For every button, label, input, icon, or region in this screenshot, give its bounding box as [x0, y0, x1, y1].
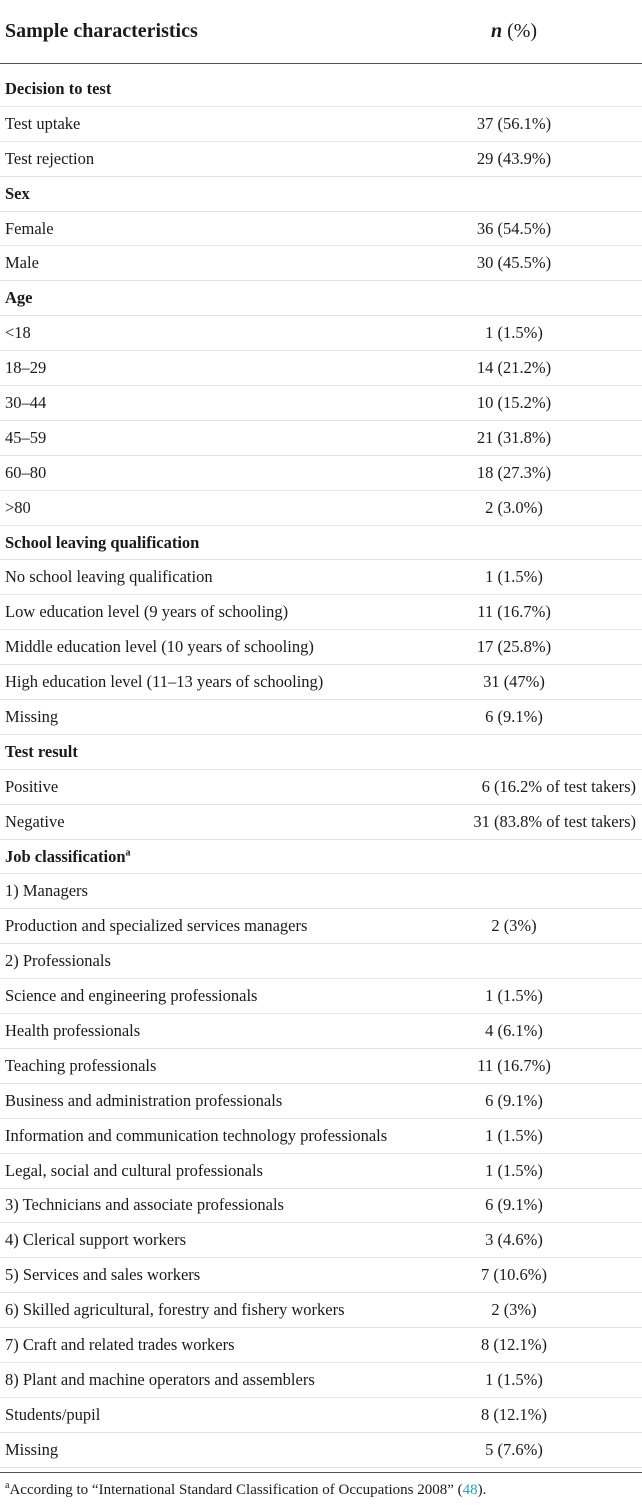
table-row — [0, 1014, 642, 1049]
table-row — [0, 1293, 642, 1328]
row-label: 2) Professionals — [5, 951, 111, 971]
row-label: 5) Services and sales workers — [5, 1265, 201, 1285]
section-header-row — [0, 735, 642, 770]
table-row — [0, 770, 642, 805]
row-value: 7 (10.6%) — [481, 1265, 547, 1285]
table-row — [0, 1398, 642, 1433]
row-value: 31 (47%) — [483, 672, 545, 692]
row-value: 1 (1.5%) — [485, 986, 543, 1006]
table-row — [0, 1084, 642, 1119]
table-row — [0, 944, 642, 979]
row-label: Health professionals — [5, 1020, 141, 1040]
row-value: 11 (16.7%) — [477, 1055, 551, 1075]
row-label: Teaching professionals — [5, 1055, 157, 1075]
row-value: 6 (16.2% of test takers) — [481, 776, 636, 796]
row-label: 18–29 — [5, 358, 47, 378]
row-value: 6 (9.1%) — [485, 1195, 543, 1215]
footnote-marker: a — [5, 1479, 10, 1491]
table-header — [0, 0, 642, 64]
section-header-row — [0, 840, 642, 875]
table-row — [0, 351, 642, 386]
section-header-row — [0, 526, 642, 561]
table-row — [0, 595, 642, 630]
row-label: 8) Plant and machine operators and assemblers — [5, 1369, 315, 1389]
row-label: Missing — [5, 706, 59, 726]
table-row — [0, 1258, 642, 1293]
row-value: 11 (16.7%) — [477, 602, 551, 622]
table-row — [0, 1049, 642, 1084]
row-value: 6 (9.1%) — [485, 1090, 543, 1110]
footnote-tail: ). — [477, 1481, 487, 1498]
row-value: 17 (25.8%) — [476, 637, 552, 657]
table-footnote — [0, 1473, 642, 1499]
row-label: Production and specialized services managers — [5, 916, 308, 936]
row-value: 2 (3%) — [491, 916, 537, 936]
footnote-reference-link[interactable]: 48 — [462, 1481, 478, 1498]
row-label: No school leaving qualification — [5, 567, 213, 587]
header-characteristics: Sample characteristics — [5, 20, 198, 42]
row-label: >80 — [5, 497, 31, 517]
row-value: 30 (45.5%) — [476, 253, 552, 273]
row-value: 1 (1.5%) — [485, 323, 543, 343]
footnote-text: According to “International Standard Classification of Occupations 2008” ( — [9, 1481, 463, 1498]
row-label: Middle education level (10 years of schooling) — [5, 637, 314, 657]
row-label: 30–44 — [5, 392, 47, 412]
row-value: 14 (21.2%) — [476, 358, 552, 378]
table-row — [0, 1189, 642, 1224]
table-row — [0, 1119, 642, 1154]
row-value: 1 (1.5%) — [485, 1160, 543, 1180]
row-value: 3 (4.6%) — [485, 1230, 543, 1250]
row-value: 2 (3.0%) — [485, 497, 543, 517]
table-row — [0, 700, 642, 735]
table-row — [0, 665, 642, 700]
table-row — [0, 316, 642, 351]
row-label: Male — [5, 253, 39, 273]
header-n-percent — [394, 20, 642, 43]
row-value: 1 (1.5%) — [485, 1369, 543, 1389]
row-label: Sex — [5, 183, 30, 203]
row-value: 37 (56.1%) — [476, 113, 552, 133]
section-header-row — [0, 72, 642, 107]
table-row — [0, 386, 642, 421]
table-row — [0, 1223, 642, 1258]
table-row — [0, 1433, 642, 1468]
row-label: 3) Technicians and associate professionals — [5, 1195, 284, 1215]
row-label: Test result — [5, 741, 78, 761]
row-value: 1 (1.5%) — [485, 1125, 543, 1145]
row-label: Negative — [5, 811, 65, 831]
row-value: 4 (6.1%) — [485, 1020, 543, 1040]
row-label: Test uptake — [5, 113, 81, 133]
table-row — [0, 421, 642, 456]
table-row — [0, 979, 642, 1014]
footnote-marker: a — [125, 847, 131, 859]
row-value: 18 (27.3%) — [476, 462, 552, 482]
table-row — [0, 805, 642, 840]
table-row — [0, 107, 642, 142]
table-row — [0, 560, 642, 595]
row-label: 4) Clerical support workers — [5, 1230, 186, 1250]
row-label: <18 — [5, 323, 31, 343]
row-label: Science and engineering professionals — [5, 986, 258, 1006]
row-value: 31 (83.8% of test takers) — [473, 811, 636, 831]
table-row — [0, 1363, 642, 1398]
row-label: 60–80 — [5, 462, 47, 482]
row-label: Decision to test — [5, 78, 112, 98]
row-value: 8 (12.1%) — [481, 1404, 547, 1424]
row-label: 45–59 — [5, 427, 47, 447]
row-label: Test rejection — [5, 148, 95, 168]
row-value: 10 (15.2%) — [476, 392, 552, 412]
table-row — [0, 630, 642, 665]
row-label: Students/pupil — [5, 1404, 101, 1424]
row-value: 6 (9.1%) — [485, 706, 543, 726]
table-body — [0, 64, 642, 1468]
row-value: 36 (54.5%) — [476, 218, 552, 238]
row-label: Positive — [5, 776, 59, 796]
row-value: 5 (7.6%) — [485, 1439, 543, 1459]
row-value: 1 (1.5%) — [485, 567, 543, 587]
row-label: Job classification$^a$ — [5, 846, 131, 866]
table-row — [0, 1328, 642, 1363]
row-label: 6) Skilled agricultural, forestry and fishery workers — [5, 1300, 345, 1320]
row-label: Business and administration professionals — [5, 1090, 283, 1110]
row-label: High education level (11–13 years of schooling) — [5, 672, 324, 692]
row-label: Legal, social and cultural professionals — [5, 1160, 263, 1180]
row-label: School leaving qualification — [5, 532, 200, 552]
section-header-row — [0, 281, 642, 316]
table-row — [0, 874, 642, 909]
row-value: 21 (31.8%) — [476, 427, 552, 447]
table-row — [0, 212, 642, 247]
row-label: 1) Managers — [5, 881, 88, 901]
row-label: Missing — [5, 1439, 59, 1459]
header-percent: (%) — [502, 20, 538, 42]
row-label: Female — [5, 218, 54, 238]
table-row — [0, 491, 642, 526]
header-n: n — [490, 20, 503, 42]
table-row — [0, 909, 642, 944]
table-row — [0, 456, 642, 491]
table-row — [0, 142, 642, 177]
row-value: 29 (43.9%) — [476, 148, 552, 168]
table-row — [0, 246, 642, 281]
row-label: Age — [5, 288, 33, 308]
row-value: 8 (12.1%) — [481, 1335, 547, 1354]
row-label: 7) Craft and related trades workers — [5, 1335, 235, 1354]
row-value: 2 (3%) — [491, 1300, 537, 1320]
section-header-row — [0, 177, 642, 212]
table-row — [0, 1154, 642, 1189]
row-label: Information and communication technology professionals — [5, 1125, 388, 1145]
row-label: Low education level (9 years of schooling) — [5, 602, 289, 622]
